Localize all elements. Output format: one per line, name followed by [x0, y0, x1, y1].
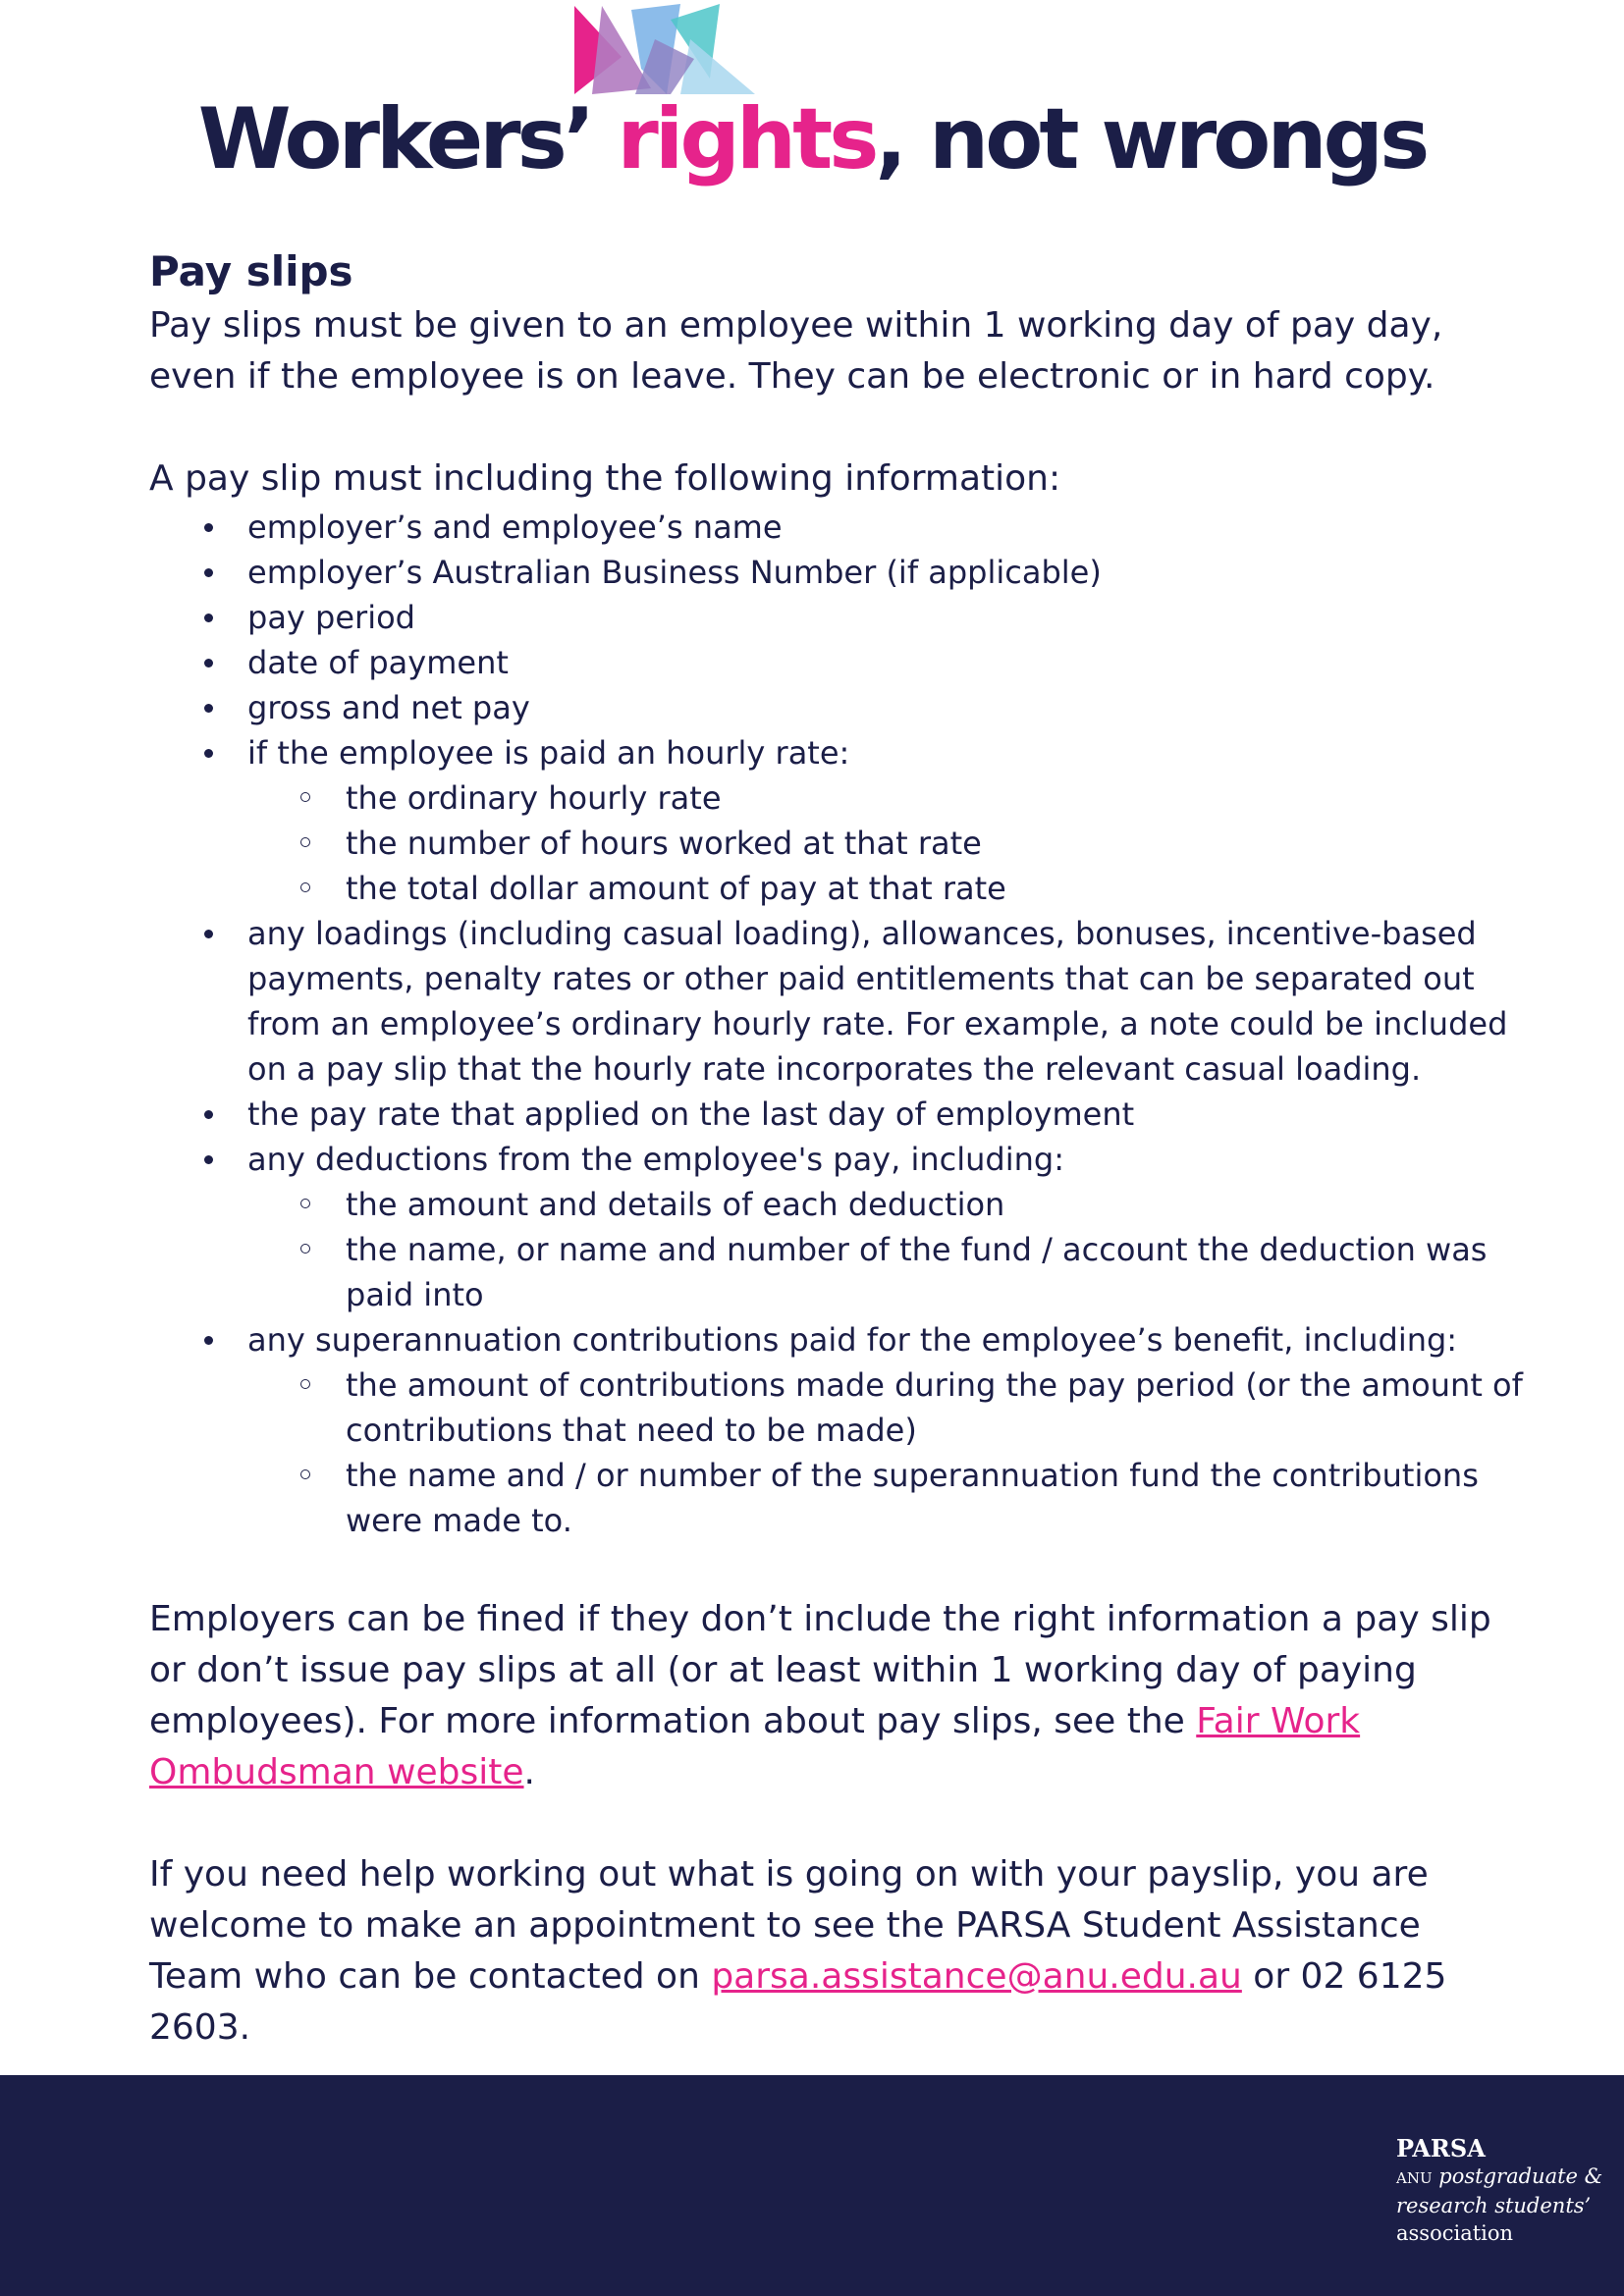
notepad-pen-icon [465, 4, 568, 98]
main-content [149, 243, 1524, 2054]
payslip-requirements-list [149, 505, 1524, 1543]
help-text: If you need help working out what is going on with your payslip, you are welcome to make an appointment to see the PARSA Student Assistance Team who can be contacted on [149, 1854, 1429, 1997]
clothes-hanger-icon [200, 12, 330, 98]
help-paragraph [149, 1849, 1524, 2054]
footer-bar [0, 2075, 1624, 2296]
list-item [247, 730, 1524, 911]
fines-end: . [523, 1752, 535, 1792]
sub-list-item: the name, or name and number of the fund / account the deduction was paid into [346, 1227, 1524, 1317]
sub-list-item: the amount of contributions made during the pay period (or the amount of contributions that need to be made) [346, 1362, 1524, 1453]
list-item: gross and net pay [247, 685, 1524, 730]
list-item-text: if the employee is paid an hourly rate: [247, 734, 850, 772]
fair-work-ombudsman-link[interactable]: Fair Work Ombudsman website [149, 1701, 1361, 1792]
list-intro: A pay slip must including the following information: [149, 458, 1061, 499]
list-item: the pay rate that applied on the last day of employment [247, 1092, 1524, 1137]
title-accent: rights [617, 90, 876, 188]
coffee-machine-icon [0, 4, 92, 98]
superannuation-sublist [247, 1362, 1524, 1543]
list-item [247, 1317, 1524, 1543]
logo-brand: PARSA [1396, 2134, 1486, 2163]
logo-line-1: postgraduate & [1438, 2164, 1603, 2188]
title-part-2: , not wrongs [875, 90, 1427, 188]
fines-paragraph [149, 1594, 1524, 1798]
list-item-text: any superannuation contributions paid for the employee’s benefit, including: [247, 1321, 1458, 1359]
title-part-1: Workers’ [197, 90, 618, 188]
section-heading: Pay slips [149, 247, 353, 295]
logo-line-3: association [1396, 2221, 1514, 2245]
list-item: any loadings (including casual loading), allowances, bonuses, incentive-based payments, penalty rates or other paid entitlements that can be separated out from an employee’s ordinary hourly rate. For example, a note could be included on a pay slip that the hourly rate incorporates the relevant casual loading. [247, 911, 1524, 1092]
cutlery-plate-icon [335, 4, 460, 98]
logo-line-2: research students’ [1396, 2194, 1592, 2217]
deductions-sublist [247, 1182, 1524, 1317]
intro-paragraph: Pay slips must be given to an employee within 1 working day of pay day, even if the employee is on leave. They can be electronic or in hard copy. [149, 305, 1443, 397]
list-item: employer’s Australian Business Number (if applicable) [247, 550, 1524, 595]
logo-anu: ANU [1396, 2169, 1433, 2187]
help-end: or 02 6125 2603. [149, 1956, 1447, 2048]
fines-text: Employers can be fined if they don’t include the right information a pay slip or don’t issue pay slips at all (or at least within 1 working day of paying employees). For more information about pay slips, see the [149, 1599, 1491, 1741]
sub-list-item: the amount and details of each deduction [346, 1182, 1524, 1227]
sub-list-item: the name and / or number of the superannuation fund the contributions were made to. [346, 1453, 1524, 1543]
sub-list-item: the total dollar amount of pay at that rate [346, 866, 1524, 911]
sub-list-item: the ordinary hourly rate [346, 775, 1524, 821]
list-item-text: any deductions from the employee's pay, including: [247, 1141, 1064, 1178]
list-item: date of payment [247, 640, 1524, 685]
parsa-logo-text [1396, 2135, 1602, 2247]
parsa-logo-mark [572, 0, 759, 98]
page-title [0, 90, 1624, 188]
sub-list-item: the number of hours worked at that rate [346, 821, 1524, 866]
parsa-email-link[interactable]: parsa.assistance@anu.edu.au [711, 1956, 1242, 1997]
vacuum-cleaner-icon [97, 4, 195, 98]
hourly-rate-sublist [247, 775, 1524, 911]
list-item [247, 1137, 1524, 1317]
list-item: pay period [247, 595, 1524, 640]
list-item: employer’s and employee’s name [247, 505, 1524, 550]
